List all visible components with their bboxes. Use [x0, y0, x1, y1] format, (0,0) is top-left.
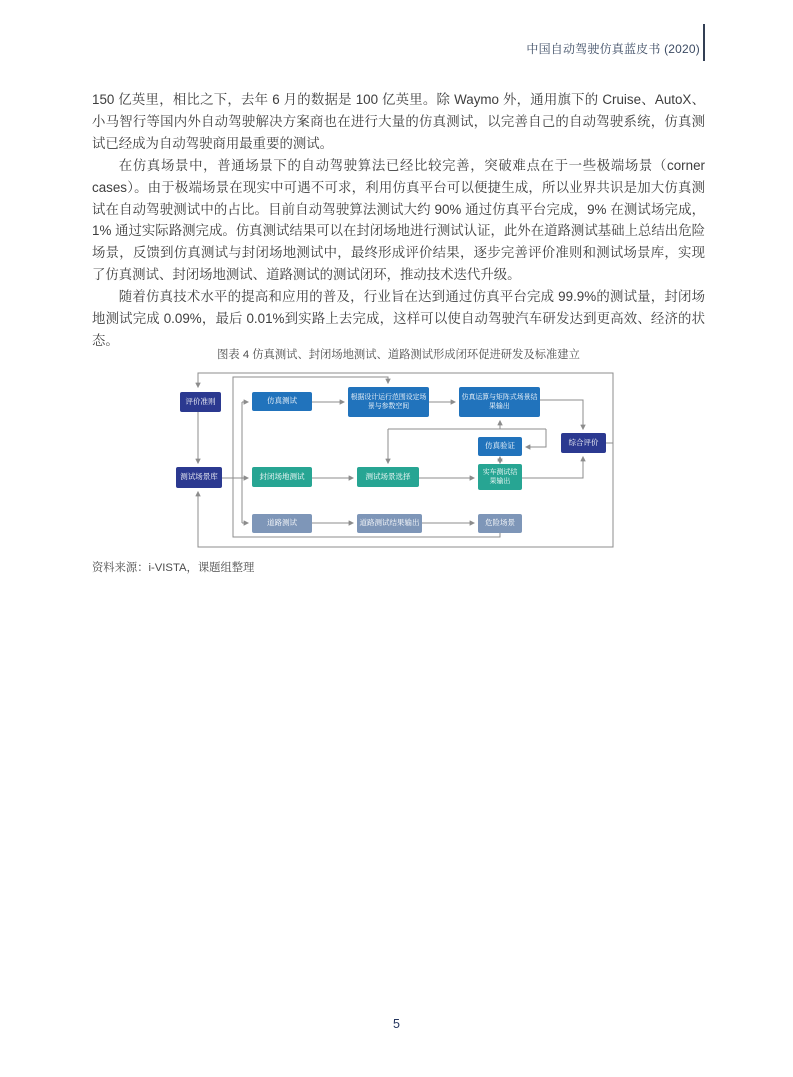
node-closed-field-test: 封闭场地测试	[252, 467, 312, 487]
paragraph: 150 亿英里，相比之下，去年 6 月的数据是 100 亿英里。除 Waymo 外，通用旗下的 Cruise、AutoX、小马智行等国内外自动驾驶解决方案商也在进行大量的仿真测试，以完善自己的自动驾驶系统，仿真测试已经成为自动驾驶商用最重要的测试。	[92, 92, 705, 151]
node-comprehensive-evaluation: 综合评价	[561, 433, 606, 453]
node-evaluation-criteria: 评价准则	[180, 392, 221, 412]
header-title: 中国自动驾驶仿真蓝皮书 (2020)	[526, 42, 700, 56]
node-simulation-test: 仿真测试	[252, 392, 312, 411]
page-number: 5	[393, 1017, 400, 1031]
figure-source-note: 资料来源：i-VISTA，课题组整理	[92, 562, 255, 574]
paragraph: 随着仿真技术水平的提高和应用的普及，行业旨在达到通过仿真平台完成 99.9%的测试量，封闭场地测试完成 0.09%，最后 0.01%到实路上去完成，这样可以使自动驾驶汽车研发达到更高效、经济的状态。	[92, 289, 705, 348]
node-test-scenario-library: 测试场景库	[176, 467, 222, 488]
node-real-vehicle-test-output: 实车测试结果输出	[478, 464, 522, 490]
paragraph: 在仿真场景中，普通场景下的自动驾驶算法已经比较完善，突破难点在于一些极端场景（corner cases）。由于极端场景在现实中可遇不可求，利用仿真平台可以便捷生成，所以业界共识是加大仿真测试在自动驾驶测试中的占比。目前自动驾驶算法测试大约 90% 通过仿真平台完成，9% 在测试场完成，1% 通过实际路测完成。仿真测试结果可以在封闭场地进行测试认证，此外在道路测试基础上总结出危险场景，反馈到仿真测试与封闭场地测试中，最终形成评价结果，逐步完善评价准则和测试场景库，实现了仿真测试、封闭场地测试、道路测试的测试闭环，推动技术迭代升级。	[92, 157, 705, 283]
node-simulation-matrix-output: 仿真运算与矩阵式场景结果输出	[459, 387, 540, 417]
node-road-test: 道路测试	[252, 514, 312, 533]
node-road-test-result-output: 道路测试结果输出	[357, 514, 422, 533]
figure-caption: 图表 4 仿真测试、封闭场地测试、道路测试形成闭环促进研发及标准建立	[217, 349, 580, 361]
node-simulation-verification: 仿真验证	[478, 437, 522, 456]
node-odd-scenario-parameter-space: 根据设计运行范围设定场景与参数空间	[348, 387, 429, 417]
node-dangerous-scenario: 危险场景	[478, 514, 522, 533]
node-test-scenario-selection: 测试场景选择	[357, 467, 419, 487]
header-divider-bar	[703, 24, 705, 61]
body-text	[92, 89, 705, 352]
